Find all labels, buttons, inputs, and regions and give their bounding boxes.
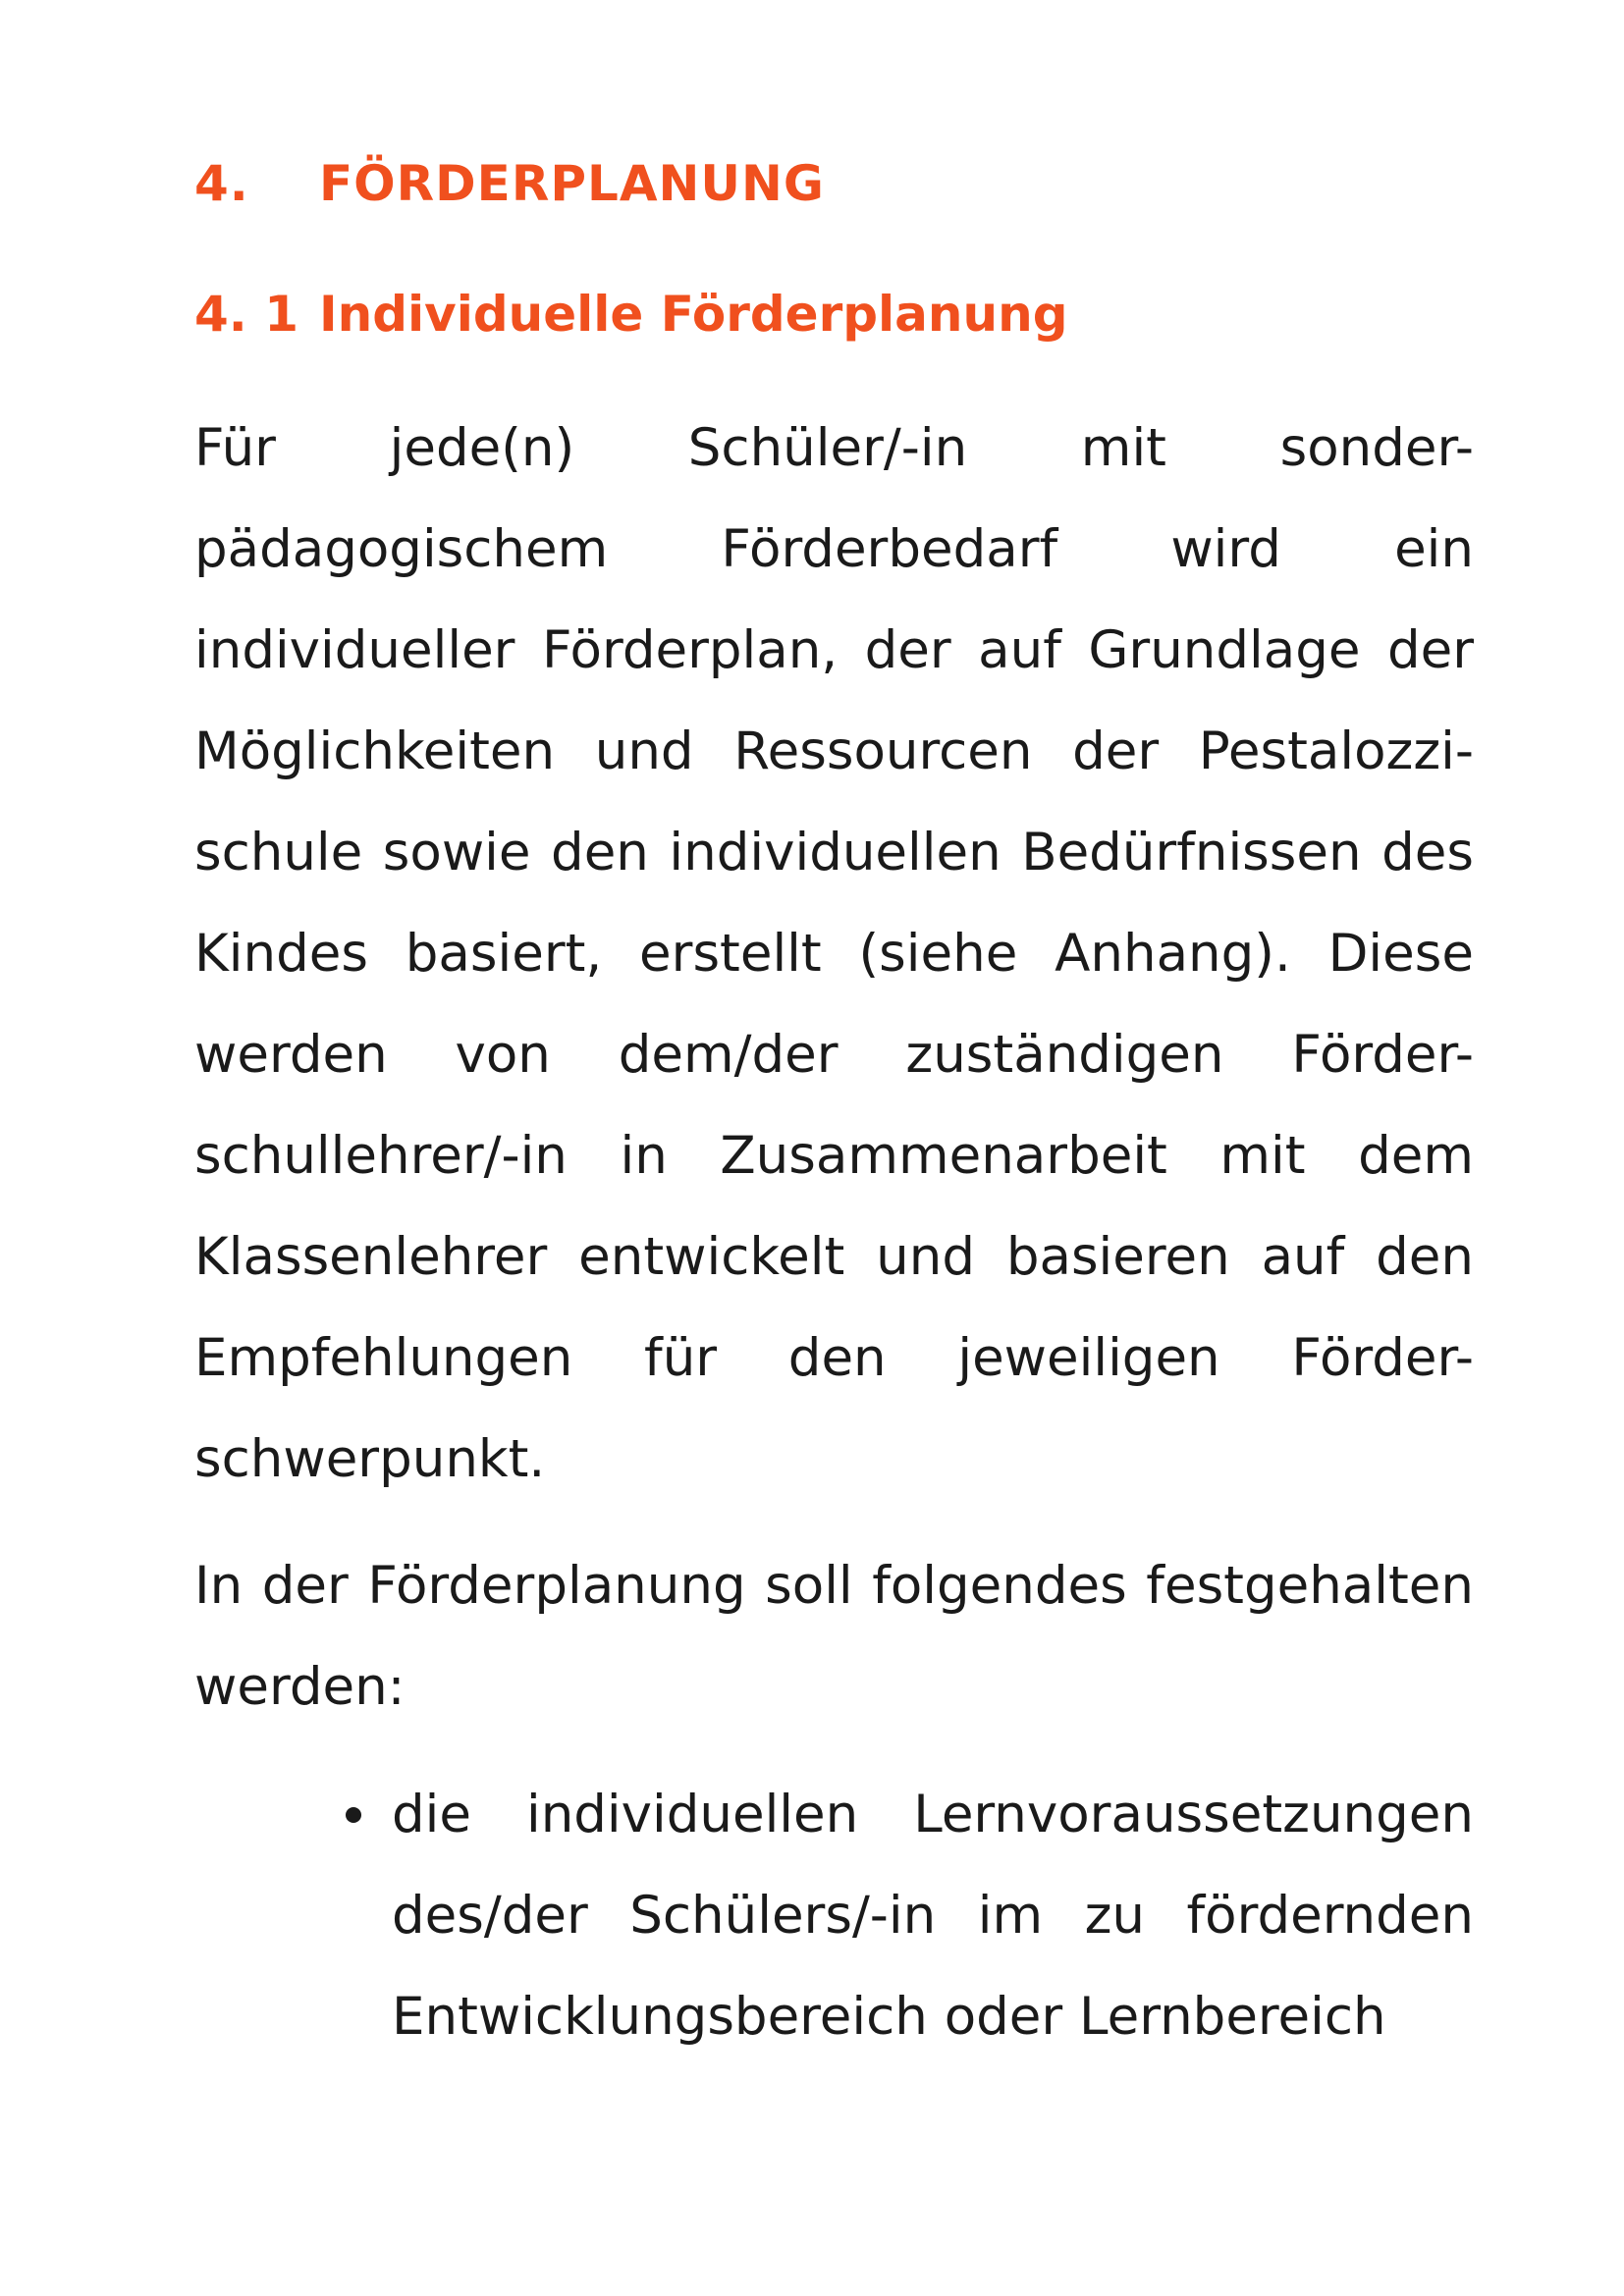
bullet-icon xyxy=(346,1807,361,1823)
subsection-title: Individuelle Förderplanung xyxy=(319,286,1068,343)
section-title: FÖRDERPLANUNG xyxy=(319,155,825,212)
list-item-line: Entwicklungsbereich oder Lernbereich xyxy=(392,1987,1386,2047)
subsection-number: 4. 1 xyxy=(194,286,298,343)
paragraph-foerderplan xyxy=(194,398,1474,1510)
paragraph-line: schullehrer/-in in Zusammenarbeit mit dem xyxy=(194,1126,1474,1186)
paragraph-line: In der Förderplanung soll folgendes festgehalten xyxy=(194,1556,1474,1616)
section-number: 4. xyxy=(194,155,249,212)
subsection-heading xyxy=(194,286,1068,343)
paragraph-line: schwerpunkt. xyxy=(194,1429,546,1489)
paragraph-line: werden von dem/der zuständigen Förder- xyxy=(194,1025,1474,1085)
list-item xyxy=(334,1764,1474,2067)
list-item-line: die individuellen Lernvoraussetzungen xyxy=(392,1785,1474,1844)
paragraph-intro-list xyxy=(194,1535,1474,1737)
paragraph-line: Kindes basiert, erstellt (siehe Anhang). Diese xyxy=(194,924,1474,984)
paragraph-line: Empfehlungen für den jeweiligen Förder- xyxy=(194,1328,1474,1388)
paragraph-line: schule sowie den individuellen Bedürfnissen des xyxy=(194,823,1474,882)
paragraph-line: individueller Förderplan, der auf Grundlage der xyxy=(194,620,1474,680)
paragraph-line: Klassenlehrer entwickelt und basieren auf den xyxy=(194,1227,1474,1287)
bullet-list xyxy=(334,1764,1474,2067)
paragraph-line: pädagogischem Förderbedarf wird ein xyxy=(194,519,1474,579)
paragraph-line: werden: xyxy=(194,1657,406,1717)
paragraph-line: Für jede(n) Schüler/-in mit sonder- xyxy=(194,418,1474,478)
list-item-line: des/der Schülers/-in im zu fördernden xyxy=(392,1886,1474,1946)
paragraph-line: Möglichkeiten und Ressourcen der Pestalozzi- xyxy=(194,721,1474,781)
section-heading xyxy=(194,155,825,212)
